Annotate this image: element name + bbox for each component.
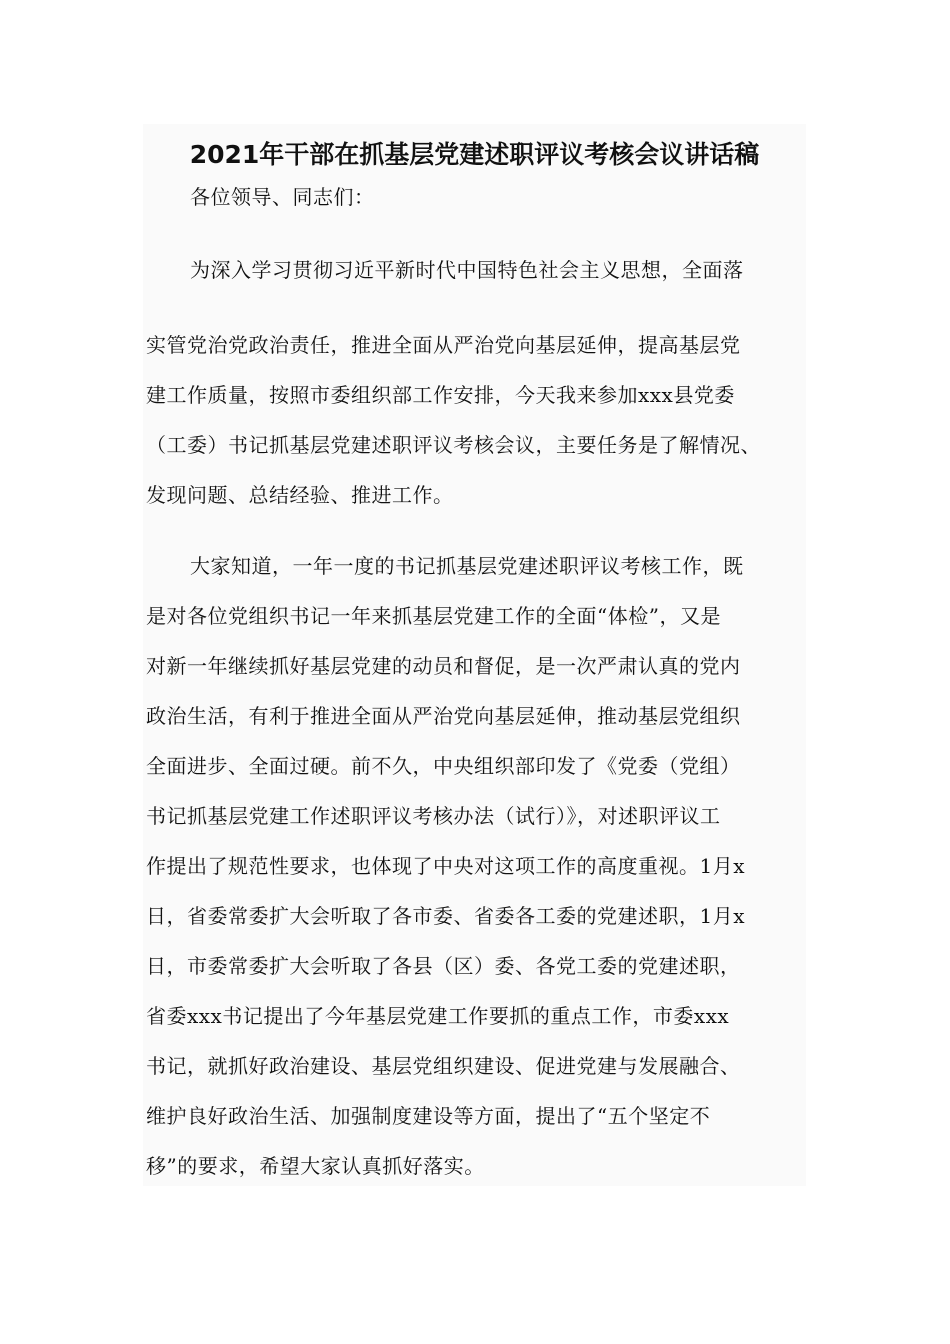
paragraph-2-line-3: 对新一年继续抓好基层党建的动员和督促，是一次严肃认真的党内 — [146, 654, 741, 678]
paragraph-2-line-7: 作提出了规范性要求，也体现了中央对这项工作的高度重视。1月x — [146, 854, 746, 878]
paragraph-2-line-13: 移”的要求，希望大家认真抓好落实。 — [146, 1154, 485, 1178]
paragraph-2-line-1: 大家知道，一年一度的书记抓基层党建述职评议考核工作，既 — [190, 554, 744, 578]
paragraph-2-line-2: 是对各位党组织书记一年来抓基层党建工作的全面“体检”，又是 — [146, 604, 721, 628]
paragraph-1-line-3: 建工作质量，按照市委组织部工作安排，今天我来参加xxx县党委 — [146, 383, 735, 407]
paragraph-2-line-6: 书记抓基层党建工作述职评议考核办法（试行）》，对述职评议工 — [146, 804, 721, 828]
salutation: 各位领导、同志们： — [190, 185, 375, 209]
paragraph-1-line-4: （工委）书记抓基层党建述职评议考核会议，主要任务是了解情况、 — [146, 433, 761, 457]
paragraph-2-line-5: 全面进步、全面过硬。前不久，中央组织部印发了《党委（党组） — [146, 754, 741, 778]
paragraph-2-line-8: 日，省委常委扩大会听取了各市委、省委各工委的党建述职，1月x — [146, 904, 746, 928]
paragraph-1-line-2: 实管党治党政治责任，推进全面从严治党向基层延伸，提高基层党 — [146, 333, 741, 357]
document-title: 2021年干部在抓基层党建述职评议考核会议讲话稿 — [189, 140, 760, 169]
paragraph-2-line-9: 日，市委常委扩大会听取了各县（区）委、各党工委的党建述职， — [146, 954, 741, 978]
paragraph-2-line-10: 省委xxx书记提出了今年基层党建工作要抓的重点工作，市委xxx — [146, 1004, 730, 1028]
paragraph-2-line-11: 书记，就抓好政治建设、基层党组织建设、促进党建与发展融合、 — [146, 1054, 741, 1078]
paragraph-2-line-4: 政治生活，有利于推进全面从严治党向基层延伸，推动基层党组织 — [146, 704, 741, 728]
paragraph-2-line-12: 维护良好政治生活、加强制度建设等方面，提出了“五个坚定不 — [146, 1104, 711, 1128]
paragraph-1-line-1: 为深入学习贯彻习近平新时代中国特色社会主义思想，全面落 — [190, 258, 744, 282]
paragraph-1-line-5: 发现问题、总结经验、推进工作。 — [146, 483, 454, 507]
